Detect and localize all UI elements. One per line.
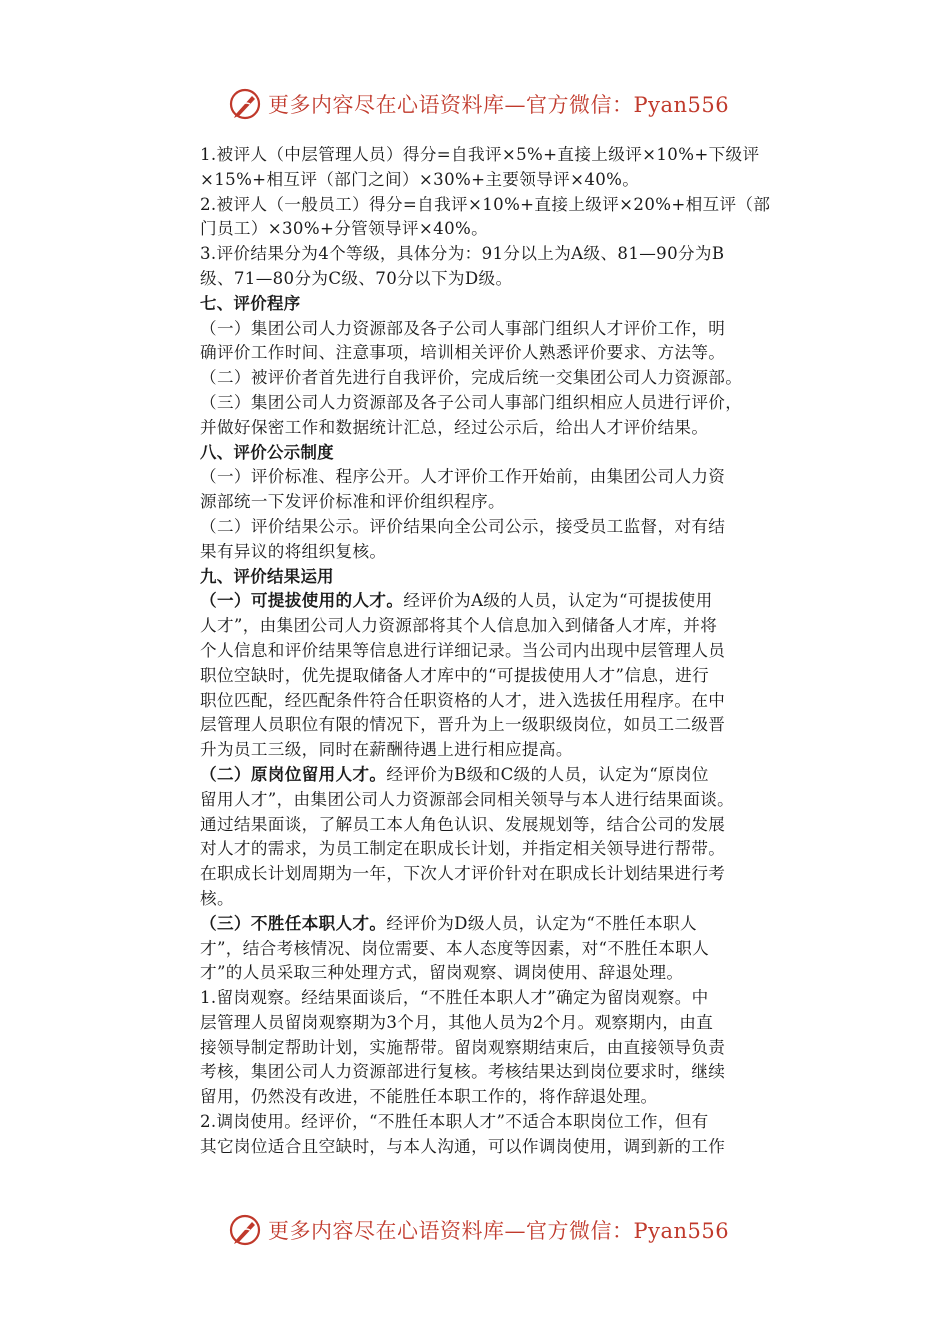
- text-line: [200, 837, 810, 862]
- line-lead: （一）可提拔使用的人才。: [200, 591, 404, 611]
- line-text: 经评价为B级和C级的人员，认定为“原岗位: [386, 764, 709, 784]
- line-text: 1.留岗观察。经结果面谈后，“不胜任本职人才”确定为留岗观察。中: [200, 988, 709, 1008]
- text-line: [200, 788, 810, 813]
- text-line: [200, 912, 810, 937]
- text-line: [200, 540, 810, 565]
- line-text: 七、评价程序: [200, 293, 301, 313]
- line-text: 职位匹配，经匹配条件符合任职资格的人才，进入选拔任用程序。在中: [200, 690, 726, 710]
- text-line: [200, 515, 810, 540]
- text-line: [200, 1110, 810, 1135]
- line-text: 确评价工作时间、注意事项，培训相关评价人熟悉评价要求、方法等。: [200, 343, 726, 363]
- line-text: 对人才的需求，为员工制定在职成长计划，并指定相关领导进行帮带。: [200, 839, 726, 859]
- text-line: [200, 639, 810, 664]
- line-text: 门员工）×30%+分管领导评×40%。: [200, 219, 489, 239]
- line-text: 在职成长计划周期为一年，下次人才评价针对在职成长计划结果进行考: [200, 864, 726, 884]
- text-line: [200, 168, 810, 193]
- text-line: [200, 317, 810, 342]
- text-line: [200, 193, 810, 218]
- text-line: [200, 267, 810, 292]
- section-heading: [200, 441, 810, 466]
- line-text: 2.调岗使用。经评价，“不胜任本职人才”不适合本职岗位工作，但有: [200, 1112, 709, 1132]
- text-line: [200, 862, 810, 887]
- text-line: [200, 813, 810, 838]
- text-line: [200, 887, 810, 912]
- section-heading: [200, 292, 810, 317]
- line-text: 才”的人员采取三种处理方式，留岗观察、调岗使用、辞退处理。: [200, 963, 684, 983]
- text-line: [200, 589, 810, 614]
- text-line: [200, 689, 810, 714]
- line-text: 2.被评人（一般员工）得分=自我评×10%+直接上级评×20%+相互评（部: [200, 194, 771, 214]
- line-text: 并做好保密工作和数据统计汇总，经过公示后，给出人才评价结果。: [200, 417, 709, 437]
- line-text: 级、71—80分为C级、70分以下为D级。: [200, 268, 513, 288]
- text-line: [200, 1060, 810, 1085]
- line-text: 留用，仍然没有改进，不能胜任本职工作的，将作辞退处理。: [200, 1087, 658, 1107]
- line-text: （二）评价结果公示。评价结果向全公司公示，接受员工监督，对有结: [200, 516, 726, 536]
- text-line: [200, 664, 810, 689]
- text-line: [200, 986, 810, 1011]
- line-text: 才”，结合考核情况、岗位需要、本人态度等因素，对“不胜任本职人: [200, 938, 710, 958]
- text-line: [200, 937, 810, 962]
- line-text: 经评价为A级的人员，认定为“可提拔使用: [403, 591, 713, 611]
- line-text: 留用人才”，由集团公司人力资源部会同相关领导与本人进行结果面谈。: [200, 789, 735, 809]
- line-text: 其它岗位适合且空缺时，与本人沟通，可以作调岗使用，调到新的工作: [200, 1136, 726, 1156]
- line-text: 果有异议的将组织复核。: [200, 541, 387, 561]
- line-text: 接领导制定帮助计划，实施帮带。留岗观察期结束后，由直接领导负责: [200, 1037, 726, 1057]
- line-text: （一）集团公司人力资源部及各子公司人事部门组织人才评价工作，明: [200, 318, 726, 338]
- line-text: 通过结果面谈，了解员工本人角色认识、发展规划等，结合公司的发展: [200, 814, 726, 834]
- line-text: 个人信息和评价结果等信息进行详细记录。当公司内出现中层管理人员: [200, 640, 726, 660]
- line-text: （三）集团公司人力资源部及各子公司人事部门组织相应人员进行评价，: [200, 392, 743, 412]
- text-line: [200, 738, 810, 763]
- text-line: [200, 763, 810, 788]
- watermark-footer: [228, 1210, 748, 1250]
- text-line: [200, 961, 810, 986]
- line-text: 经评价为D级人员，认定为“不胜任本职人: [386, 913, 697, 933]
- text-line: [200, 713, 810, 738]
- line-text: 1.被评人（中层管理人员）得分=自我评×5%+直接上级评×10%+下级评: [200, 145, 760, 164]
- section-heading: [200, 565, 810, 590]
- line-text: （一）评价标准、程序公开。人才评价工作开始前，由集团公司人力资: [200, 467, 726, 487]
- line-text: 职位空缺时，优先提取储备人才库中的“可提拔使用人才”信息，进行: [200, 665, 710, 685]
- line-text: （二）被评价者首先进行自我评价，完成后统一交集团公司人力资源部。: [200, 368, 743, 388]
- text-line: [200, 1036, 810, 1061]
- text-line: [200, 391, 810, 416]
- line-text: 层管理人员留岗观察期为3个月，其他人员为2个月。观察期内，由直: [200, 1012, 714, 1032]
- line-text: 九、评价结果运用: [200, 566, 334, 586]
- text-line: [200, 1011, 810, 1036]
- text-line: [200, 341, 810, 366]
- watermark-text: 更多内容尽在心语资料库—官方微信：Pyan556: [268, 1219, 730, 1243]
- watermark-text: 更多内容尽在心语资料库—官方微信：Pyan556: [268, 93, 730, 117]
- line-text: 3.评价结果分为4个等级，具体分为：91分以上为A级、81—90分为B: [200, 244, 725, 264]
- line-text: 八、评价公示制度: [200, 442, 334, 462]
- text-line: [200, 614, 810, 639]
- line-text: 升为员工三级，同时在薪酬待遇上进行相应提高。: [200, 740, 573, 760]
- line-text: 核。: [200, 888, 234, 908]
- text-line: [200, 465, 810, 490]
- line-text: 考核，集团公司人力资源部进行复核。考核结果达到岗位要求时，继续: [200, 1062, 726, 1082]
- line-text: 层管理人员职位有限的情况下，晋升为上一级职级岗位，如员工二级晋: [200, 715, 726, 735]
- text-line: [200, 143, 810, 168]
- text-line: [200, 1135, 810, 1160]
- line-text: ×15%+相互评（部门之间）×30%+主要领导评×40%。: [200, 169, 640, 189]
- text-line: [200, 1085, 810, 1110]
- document-body: [200, 143, 810, 1160]
- line-text: 源部统一下发评价标准和评价组织程序。: [200, 492, 505, 512]
- line-lead: （二）原岗位留用人才。: [200, 764, 387, 784]
- text-line: [200, 366, 810, 391]
- watermark-header: [228, 84, 748, 124]
- text-line: [200, 490, 810, 515]
- line-lead: （三）不胜任本职人才。: [200, 913, 387, 933]
- pen-icon: [228, 87, 262, 121]
- text-line: [200, 217, 810, 242]
- text-line: [200, 242, 810, 267]
- line-text: 人才”，由集团公司人力资源部将其个人信息加入到储备人才库，并将: [200, 616, 718, 636]
- pen-icon: [228, 1213, 262, 1247]
- text-line: [200, 416, 810, 441]
